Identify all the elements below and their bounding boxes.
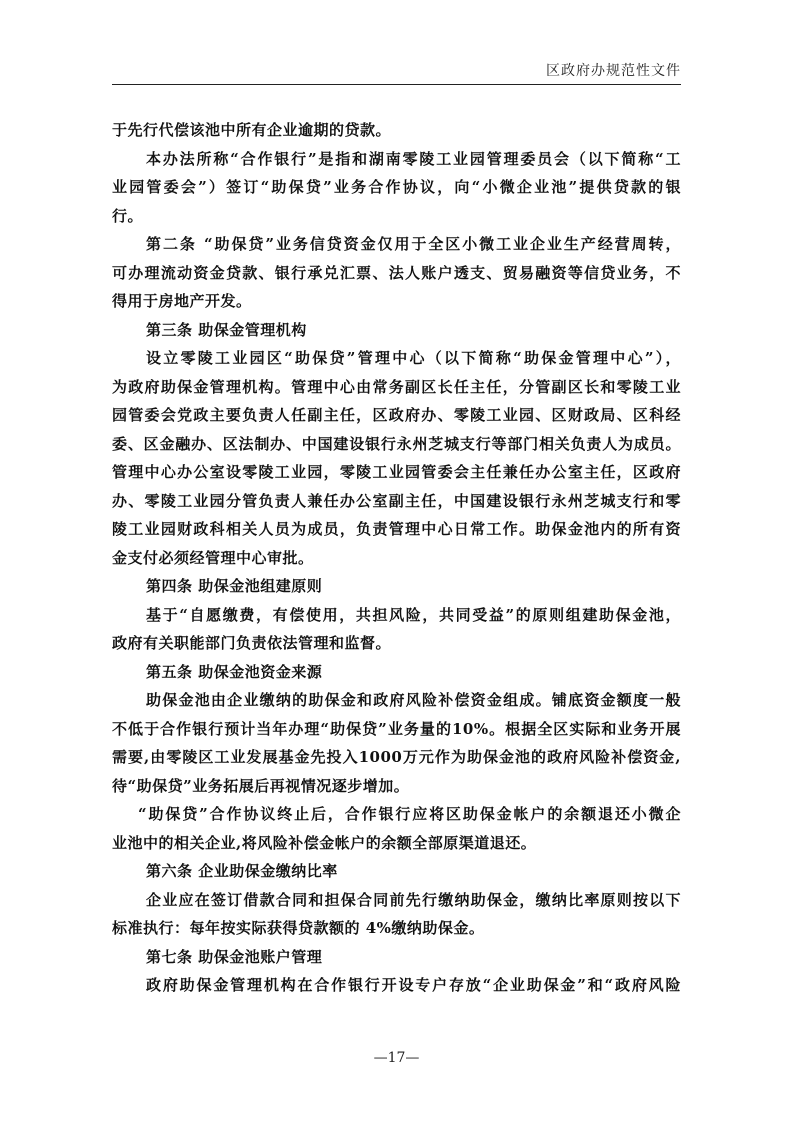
document-body [112,116,681,1000]
text-line: 陵工业园财政科相关人员为成员，负责管理中心日常工作。助保金池内的所有资 [112,520,681,538]
text-line: 于先行代偿该池中所有企业逾期的贷款。 [112,121,392,139]
page-number: —17— [373,1050,420,1066]
text-line: 基于“自愿缴费，有偿使用，共担风险，共同受益”的原则组建助保金池， [146,605,681,624]
article-heading: 第二条 “助保贷”业务信贷资金仅用于全区小微工业企业生产经营周转， [146,235,681,253]
text-line: 行。 [112,206,144,225]
text-line: 为政府助保金管理机构。管理中心由常务副区长任主任，分管副区长和零陵工业 [112,377,681,396]
text-line: 金支付必须经管理中心审批。 [112,548,314,567]
text-line: “助保贷”合作协议终止后，合作银行应将区助保金帐户的余额退还小微企 [138,805,681,823]
text-line: 园管委会党政主要负责人任副主任，区政府办、零陵工业园、区财政局、区科经 [112,406,681,424]
article-heading: 第六条 企业助保金缴纳比率 [146,862,338,880]
article-heading: 第七条 助保金池账户管理 [146,947,323,966]
text-line: 待“助保贷”业务拓展后再视情况逐步增加。 [112,776,410,795]
text-line: 设立零陵工业园区“助保贷”管理中心（以下简称“助保金管理中心”）， [146,349,681,367]
text-line: 政府有关职能部门负责依法管理和监督。 [112,634,392,652]
text-line: 需要,由零陵区工业发展基金先投入1000万元作为助保金池的政府风险补偿资金, [112,748,681,766]
text-line: 得用于房地产开发。 [112,292,252,310]
header-rule [112,84,681,85]
text-line: 政府助保金管理机构在合作银行开设专户存放“企业助保金”和“政府风险 [146,976,681,994]
article-heading: 第三条 助保金管理机构 [146,320,307,339]
text-line: 企业应在签订借款合同和担保合同前先行缴纳助保金，缴纳比率原则按以下 [146,890,681,909]
text-line: 办、零陵工业园分管负责人兼任办公室副主任，中国建设银行永州芝城支行和零 [112,491,681,510]
text-line: 可办理流动资金贷款、银行承兑汇票、法人账户透支、贸易融资等信贷业务，不 [112,263,681,282]
text-line: 不低于合作银行预计当年办理“助保贷”业务量的10%。根据全区实际和业务开展 [112,719,681,738]
text-line: 标准执行：每年按实际获得贷款额的 4%缴纳助保金。 [112,919,485,937]
text-line: 本办法所称“合作银行”是指和湖南零陵工业园管理委员会（以下简称“工 [146,149,681,168]
text-line: 管理中心办公室设零陵工业园，零陵工业园管委会主任兼任办公室主任，区政府 [112,463,681,481]
article-heading: 第五条 助保金池资金来源 [146,662,323,681]
text-line: 业园管委会”）签订“助保贷”业务合作协议，向“小微企业池”提供贷款的银 [112,178,681,196]
article-heading: 第四条 助保金池组建原则 [146,577,323,595]
text-line: 委、区金融办、区法制办、中国建设银行永州芝城支行等部门相关负责人为成员。 [112,434,681,453]
text-line: 助保金池由企业缴纳的助保金和政府风险补偿资金组成。铺底资金额度一般 [146,691,681,709]
page-header-title: 区政府办规范性文件 [546,63,681,79]
text-line: 业池中的相关企业,将风险补偿金帐户的余额全部原渠道退还。 [112,833,537,852]
